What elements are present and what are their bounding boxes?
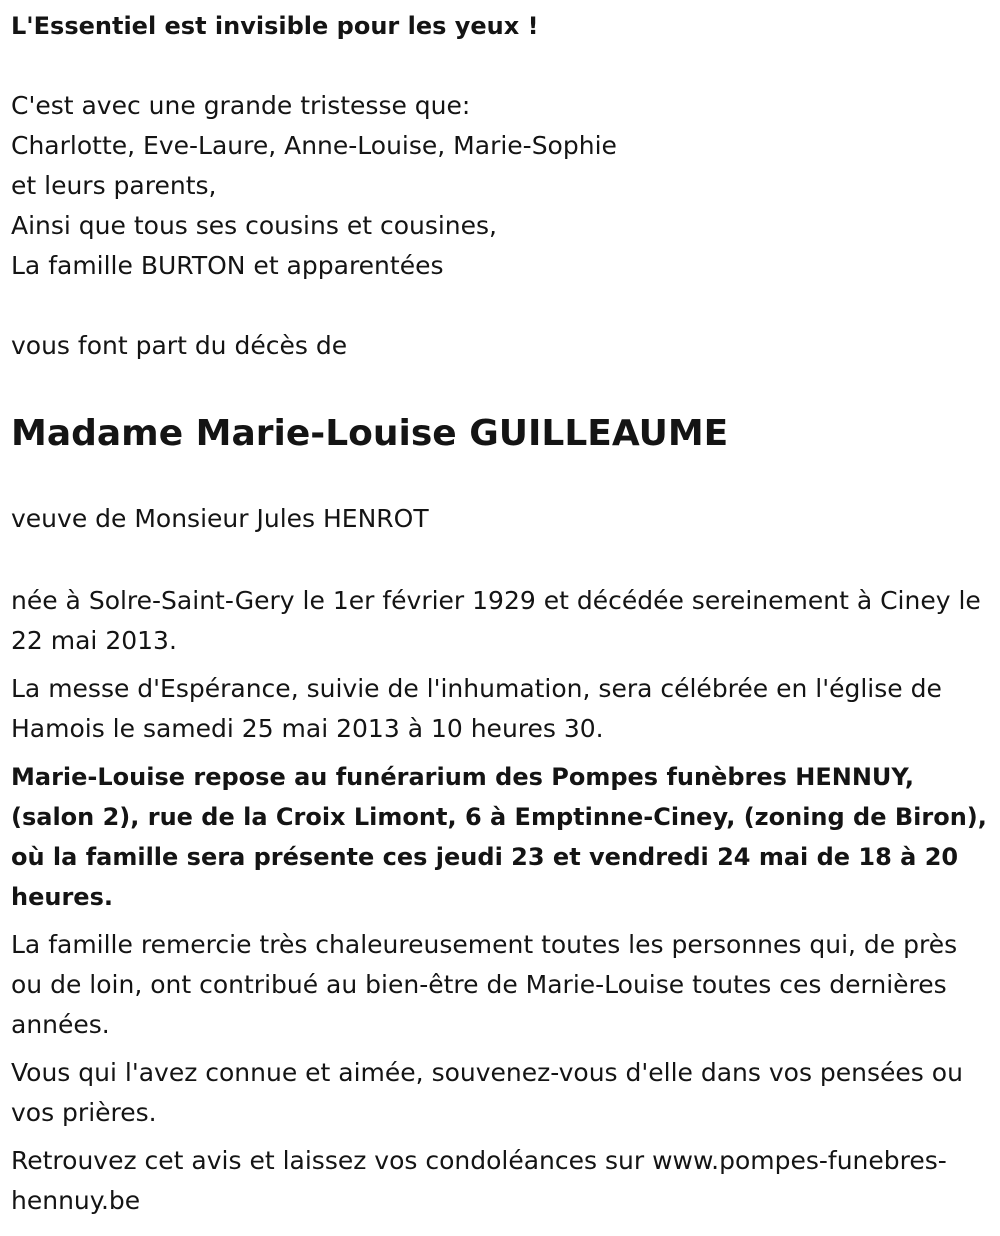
intro-line: C'est avec une grande tristesse que: <box>11 91 471 120</box>
family-intro <box>11 86 990 286</box>
deceased-name: Madame Marie-Louise GUILLEAUME <box>11 413 729 454</box>
mass-details: La messe d'Espérance, suivie de l'inhumation, sera célébrée en l'église de Hamois le samedi 25 mai 2013 à 10 heures 30. <box>11 674 942 743</box>
funerarium-details: Marie-Louise repose au funérarium des Pompes funèbres HENNUY, (salon 2), rue de la Croix Limont, 6 à Emptinne-Ciney, (zoning de Biron), où la famille sera présente ces jeudi 23 et vendredi 24 mai de 18 à 20 heures. <box>11 763 987 911</box>
condolences-text: Retrouvez cet avis et laissez vos condoléances sur www.pompes-funebres-hennuy.be <box>11 1146 947 1215</box>
widow-of-text: veuve de Monsieur Jules HENROT <box>11 504 429 533</box>
birth-death-text: née à Solre-Saint-Gery le 1er février 1929 et décédée sereinement à Ciney le 22 mai 2013. <box>11 586 981 655</box>
intro-line: Charlotte, Eve-Laure, Anne-Louise, Marie-Sophie <box>11 131 617 160</box>
epigraph-quote: L'Essentiel est invisible pour les yeux ! <box>11 12 539 40</box>
thanks-text: La famille remercie très chaleureusement toutes les personnes qui, de près ou de loin, ont contribué au bien-être de Marie-Louise toutes ces dernières années. <box>11 930 958 1039</box>
announcement-text: vous font part du décès de <box>11 331 348 360</box>
intro-line: Ainsi que tous ses cousins et cousines, <box>11 211 497 240</box>
intro-line: et leurs parents, <box>11 171 217 200</box>
intro-line: La famille BURTON et apparentées <box>11 251 444 280</box>
remembrance-text: Vous qui l'avez connue et aimée, souvenez-vous d'elle dans vos pensées ou vos prières. <box>11 1058 963 1127</box>
